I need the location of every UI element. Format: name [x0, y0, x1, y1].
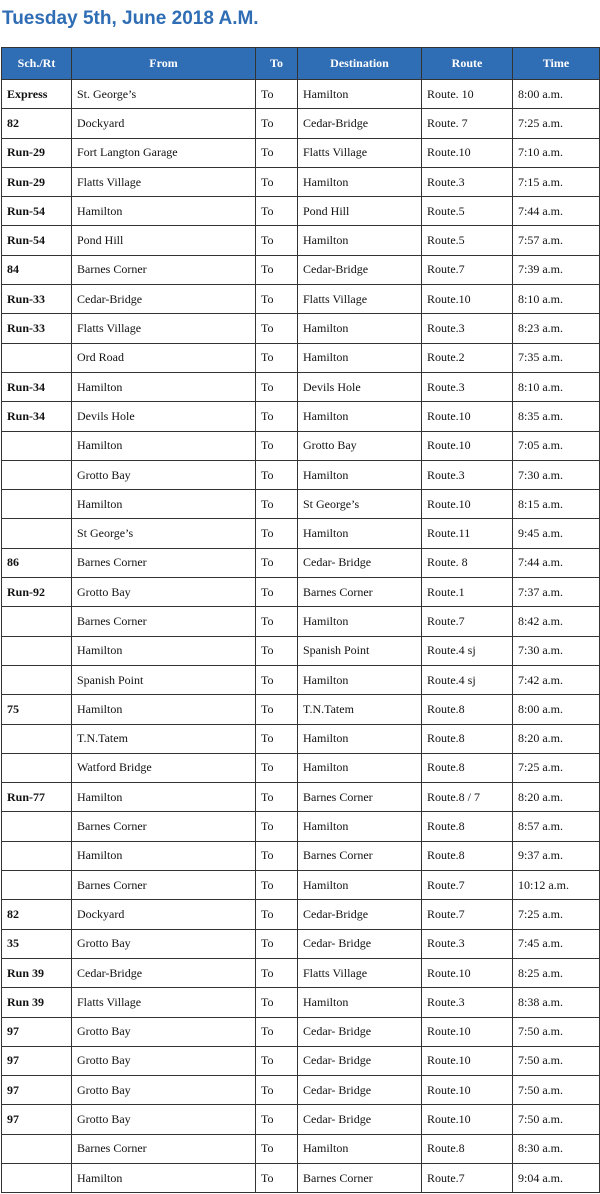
cell-sch-rt: 97 — [2, 1046, 72, 1075]
cell-from: Barnes Corner — [72, 1134, 256, 1163]
cell-sch-rt — [2, 490, 72, 519]
cell-route: Route.2 — [422, 343, 513, 372]
cell-time: 7:15 a.m. — [513, 167, 600, 196]
cell-time: 8:10 a.m. — [513, 285, 600, 314]
table-row — [2, 490, 600, 519]
cell-from: Hamilton — [72, 841, 256, 870]
cell-sch-rt: Run 39 — [2, 958, 72, 987]
cell-from: St. George’s — [72, 80, 256, 109]
cell-sch-rt: Run-54 — [2, 226, 72, 255]
cell-route: Route.3 — [422, 167, 513, 196]
cell-to: To — [256, 490, 298, 519]
cell-from: Hamilton — [72, 431, 256, 460]
cell-route: Route.7 — [422, 871, 513, 900]
cell-destination: Hamilton — [298, 460, 422, 489]
cell-destination: Barnes Corner — [298, 1163, 422, 1192]
cell-from: Dockyard — [72, 900, 256, 929]
cell-time: 8:00 a.m. — [513, 80, 600, 109]
cell-destination: Hamilton — [298, 343, 422, 372]
table-row — [2, 314, 600, 343]
cell-from: Barnes Corner — [72, 812, 256, 841]
cell-destination: Hamilton — [298, 1134, 422, 1163]
table-row — [2, 402, 600, 431]
cell-destination: Cedar-Bridge — [298, 109, 422, 138]
cell-time: 8:30 a.m. — [513, 1134, 600, 1163]
table-row — [2, 1163, 600, 1192]
cell-destination: Cedar-Bridge — [298, 900, 422, 929]
cell-time: 7:50 a.m. — [513, 1017, 600, 1046]
cell-destination: T.N.Tatem — [298, 695, 422, 724]
cell-sch-rt: 84 — [2, 255, 72, 284]
cell-time: 8:57 a.m. — [513, 812, 600, 841]
cell-time: 7:50 a.m. — [513, 1046, 600, 1075]
cell-to: To — [256, 402, 298, 431]
cell-sch-rt: 82 — [2, 900, 72, 929]
cell-route: Route. 10 — [422, 80, 513, 109]
cell-time: 7:37 a.m. — [513, 578, 600, 607]
cell-destination: Hamilton — [298, 314, 422, 343]
cell-route: Route.10 — [422, 1017, 513, 1046]
cell-to: To — [256, 80, 298, 109]
cell-route: Route.8 — [422, 753, 513, 782]
table-row — [2, 548, 600, 577]
cell-sch-rt — [2, 607, 72, 636]
table-row — [2, 285, 600, 314]
cell-to: To — [256, 871, 298, 900]
cell-sch-rt — [2, 343, 72, 372]
cell-time: 7:25 a.m. — [513, 900, 600, 929]
cell-route: Route. 7 — [422, 109, 513, 138]
cell-sch-rt — [2, 636, 72, 665]
cell-destination: Hamilton — [298, 80, 422, 109]
cell-time: 8:35 a.m. — [513, 402, 600, 431]
cell-destination: Cedar- Bridge — [298, 1046, 422, 1075]
cell-from: T.N.Tatem — [72, 724, 256, 753]
cell-time: 7:25 a.m. — [513, 753, 600, 782]
cell-sch-rt: 97 — [2, 1105, 72, 1134]
cell-sch-rt — [2, 871, 72, 900]
cell-time: 7:50 a.m. — [513, 1105, 600, 1134]
cell-from: Devils Hole — [72, 402, 256, 431]
cell-from: Flatts Village — [72, 167, 256, 196]
cell-route: Route.7 — [422, 607, 513, 636]
cell-destination: Barnes Corner — [298, 578, 422, 607]
cell-time: 8:25 a.m. — [513, 958, 600, 987]
cell-time: 8:00 a.m. — [513, 695, 600, 724]
cell-route: Route.5 — [422, 226, 513, 255]
cell-destination: Hamilton — [298, 812, 422, 841]
cell-from: Barnes Corner — [72, 607, 256, 636]
cell-from: Barnes Corner — [72, 548, 256, 577]
cell-route: Route.8 — [422, 724, 513, 753]
cell-destination: Cedar-Bridge — [298, 255, 422, 284]
table-row — [2, 724, 600, 753]
cell-destination: Cedar- Bridge — [298, 548, 422, 577]
cell-time: 7:35 a.m. — [513, 343, 600, 372]
page-title: Tuesday 5th, June 2018 A.M. — [2, 8, 259, 29]
table-row — [2, 958, 600, 987]
cell-route: Route.3 — [422, 460, 513, 489]
cell-time: 7:05 a.m. — [513, 431, 600, 460]
cell-destination: Hamilton — [298, 871, 422, 900]
cell-from: Ord Road — [72, 343, 256, 372]
cell-sch-rt: 35 — [2, 929, 72, 958]
table-row — [2, 167, 600, 196]
cell-to: To — [256, 314, 298, 343]
cell-destination: Hamilton — [298, 167, 422, 196]
cell-sch-rt — [2, 519, 72, 548]
cell-to: To — [256, 578, 298, 607]
cell-time: 7:30 a.m. — [513, 636, 600, 665]
cell-destination: Hamilton — [298, 607, 422, 636]
cell-destination: Flatts Village — [298, 138, 422, 167]
cell-route: Route.3 — [422, 929, 513, 958]
cell-from: Hamilton — [72, 1163, 256, 1192]
table-row — [2, 431, 600, 460]
cell-route: Route.4 sj — [422, 636, 513, 665]
cell-destination: Hamilton — [298, 402, 422, 431]
table-row — [2, 578, 600, 607]
cell-route: Route.10 — [422, 958, 513, 987]
cell-sch-rt: Run-34 — [2, 402, 72, 431]
cell-sch-rt: Run-29 — [2, 167, 72, 196]
cell-time: 7:44 a.m. — [513, 548, 600, 577]
cell-from: Flatts Village — [72, 314, 256, 343]
cell-time: 9:04 a.m. — [513, 1163, 600, 1192]
table-row — [2, 109, 600, 138]
cell-sch-rt: Run-33 — [2, 285, 72, 314]
cell-time: 8:38 a.m. — [513, 988, 600, 1017]
cell-sch-rt — [2, 1163, 72, 1192]
cell-route: Route.11 — [422, 519, 513, 548]
cell-route: Route.7 — [422, 1163, 513, 1192]
cell-to: To — [256, 226, 298, 255]
cell-time: 8:15 a.m. — [513, 490, 600, 519]
cell-destination: Devils Hole — [298, 372, 422, 401]
table-row — [2, 1046, 600, 1075]
cell-to: To — [256, 460, 298, 489]
cell-to: To — [256, 431, 298, 460]
cell-route: Route.10 — [422, 1076, 513, 1105]
cell-from: Grotto Bay — [72, 1105, 256, 1134]
cell-from: Grotto Bay — [72, 1046, 256, 1075]
cell-route: Route.3 — [422, 988, 513, 1017]
cell-sch-rt — [2, 665, 72, 694]
cell-from: Hamilton — [72, 636, 256, 665]
table-row — [2, 255, 600, 284]
cell-to: To — [256, 548, 298, 577]
cell-to: To — [256, 285, 298, 314]
table-row — [2, 1105, 600, 1134]
cell-from: Flatts Village — [72, 988, 256, 1017]
cell-time: 7:57 a.m. — [513, 226, 600, 255]
cell-from: Hamilton — [72, 197, 256, 226]
cell-route: Route.10 — [422, 1105, 513, 1134]
cell-to: To — [256, 372, 298, 401]
table-body — [2, 80, 600, 1193]
cell-from: Grotto Bay — [72, 578, 256, 607]
header-destination: Destination — [298, 48, 422, 80]
header-time: Time — [513, 48, 600, 80]
cell-time: 9:37 a.m. — [513, 841, 600, 870]
table-row — [2, 1134, 600, 1163]
cell-route: Route.10 — [422, 285, 513, 314]
cell-from: Hamilton — [72, 695, 256, 724]
table-row — [2, 871, 600, 900]
cell-destination: Flatts Village — [298, 285, 422, 314]
table-row — [2, 841, 600, 870]
cell-sch-rt: 97 — [2, 1017, 72, 1046]
table-row — [2, 343, 600, 372]
table-row — [2, 226, 600, 255]
cell-route: Route.10 — [422, 431, 513, 460]
cell-destination: Grotto Bay — [298, 431, 422, 460]
cell-time: 7:39 a.m. — [513, 255, 600, 284]
table-row — [2, 812, 600, 841]
cell-sch-rt — [2, 812, 72, 841]
cell-to: To — [256, 519, 298, 548]
header-from: From — [72, 48, 256, 80]
cell-to: To — [256, 109, 298, 138]
cell-from: Grotto Bay — [72, 929, 256, 958]
cell-to: To — [256, 1076, 298, 1105]
cell-from: Cedar-Bridge — [72, 285, 256, 314]
cell-route: Route.8 — [422, 695, 513, 724]
cell-destination: Cedar- Bridge — [298, 1076, 422, 1105]
cell-route: Route.5 — [422, 197, 513, 226]
cell-time: 10:12 a.m. — [513, 871, 600, 900]
cell-to: To — [256, 343, 298, 372]
cell-to: To — [256, 636, 298, 665]
cell-destination: Flatts Village — [298, 958, 422, 987]
cell-destination: Spanish Point — [298, 636, 422, 665]
cell-destination: Hamilton — [298, 988, 422, 1017]
cell-from: Hamilton — [72, 783, 256, 812]
cell-to: To — [256, 929, 298, 958]
cell-sch-rt: Run-33 — [2, 314, 72, 343]
cell-time: 7:30 a.m. — [513, 460, 600, 489]
cell-destination: St George’s — [298, 490, 422, 519]
cell-from: Pond Hill — [72, 226, 256, 255]
cell-to: To — [256, 753, 298, 782]
cell-from: Grotto Bay — [72, 460, 256, 489]
table-row — [2, 519, 600, 548]
cell-time: 8:10 a.m. — [513, 372, 600, 401]
cell-route: Route.8 / 7 — [422, 783, 513, 812]
cell-destination: Hamilton — [298, 226, 422, 255]
cell-route: Route.7 — [422, 255, 513, 284]
cell-time: 8:42 a.m. — [513, 607, 600, 636]
cell-destination: Hamilton — [298, 753, 422, 782]
header-sch-rt: Sch./Rt — [2, 48, 72, 80]
cell-sch-rt: Run-54 — [2, 197, 72, 226]
table-header — [2, 48, 600, 80]
cell-time: 7:44 a.m. — [513, 197, 600, 226]
table-row — [2, 695, 600, 724]
cell-route: Route.8 — [422, 841, 513, 870]
table-row — [2, 138, 600, 167]
cell-to: To — [256, 783, 298, 812]
cell-from: Spanish Point — [72, 665, 256, 694]
table-row — [2, 1017, 600, 1046]
cell-route: Route. 8 — [422, 548, 513, 577]
cell-to: To — [256, 988, 298, 1017]
cell-from: Barnes Corner — [72, 871, 256, 900]
cell-sch-rt: Run-77 — [2, 783, 72, 812]
cell-sch-rt: 82 — [2, 109, 72, 138]
cell-route: Route.10 — [422, 138, 513, 167]
cell-from: Grotto Bay — [72, 1017, 256, 1046]
table-row — [2, 988, 600, 1017]
cell-destination: Cedar- Bridge — [298, 1105, 422, 1134]
cell-from: Watford Bridge — [72, 753, 256, 782]
cell-destination: Barnes Corner — [298, 841, 422, 870]
cell-route: Route.8 — [422, 812, 513, 841]
cell-route: Route.10 — [422, 490, 513, 519]
cell-sch-rt — [2, 460, 72, 489]
cell-from: Grotto Bay — [72, 1076, 256, 1105]
cell-from: Fort Langton Garage — [72, 138, 256, 167]
cell-sch-rt: 75 — [2, 695, 72, 724]
cell-destination: Pond Hill — [298, 197, 422, 226]
cell-destination: Hamilton — [298, 665, 422, 694]
cell-to: To — [256, 1017, 298, 1046]
cell-route: Route.4 sj — [422, 665, 513, 694]
cell-sch-rt — [2, 841, 72, 870]
table-row — [2, 665, 600, 694]
cell-from: Barnes Corner — [72, 255, 256, 284]
table-row — [2, 197, 600, 226]
cell-sch-rt: 86 — [2, 548, 72, 577]
table-row — [2, 460, 600, 489]
cell-sch-rt: 97 — [2, 1076, 72, 1105]
header-row — [2, 48, 600, 80]
cell-to: To — [256, 900, 298, 929]
cell-route: Route.3 — [422, 372, 513, 401]
cell-route: Route.3 — [422, 314, 513, 343]
table-row — [2, 753, 600, 782]
table-row — [2, 372, 600, 401]
cell-from: Cedar-Bridge — [72, 958, 256, 987]
cell-time: 9:45 a.m. — [513, 519, 600, 548]
cell-time: 8:20 a.m. — [513, 783, 600, 812]
cell-sch-rt: Express — [2, 80, 72, 109]
cell-to: To — [256, 255, 298, 284]
table-row — [2, 636, 600, 665]
cell-time: 7:50 a.m. — [513, 1076, 600, 1105]
header-route: Route — [422, 48, 513, 80]
cell-route: Route.10 — [422, 1046, 513, 1075]
table-row — [2, 783, 600, 812]
cell-to: To — [256, 1134, 298, 1163]
cell-sch-rt — [2, 753, 72, 782]
cell-sch-rt: Run-29 — [2, 138, 72, 167]
cell-to: To — [256, 841, 298, 870]
cell-destination: Cedar- Bridge — [298, 1017, 422, 1046]
cell-destination: Barnes Corner — [298, 783, 422, 812]
cell-sch-rt — [2, 431, 72, 460]
cell-from: Hamilton — [72, 490, 256, 519]
cell-destination: Cedar- Bridge — [298, 929, 422, 958]
cell-time: 8:20 a.m. — [513, 724, 600, 753]
table-row — [2, 80, 600, 109]
cell-to: To — [256, 1105, 298, 1134]
cell-destination: Hamilton — [298, 519, 422, 548]
cell-to: To — [256, 1163, 298, 1192]
cell-time: 7:42 a.m. — [513, 665, 600, 694]
header-to: To — [256, 48, 298, 80]
cell-route: Route.1 — [422, 578, 513, 607]
cell-to: To — [256, 812, 298, 841]
cell-to: To — [256, 724, 298, 753]
cell-to: To — [256, 197, 298, 226]
cell-sch-rt — [2, 724, 72, 753]
cell-to: To — [256, 1046, 298, 1075]
cell-time: 7:25 a.m. — [513, 109, 600, 138]
cell-to: To — [256, 167, 298, 196]
cell-sch-rt — [2, 1134, 72, 1163]
cell-from: St George’s — [72, 519, 256, 548]
cell-time: 7:10 a.m. — [513, 138, 600, 167]
table-row — [2, 929, 600, 958]
cell-to: To — [256, 695, 298, 724]
cell-sch-rt: Run 39 — [2, 988, 72, 1017]
cell-sch-rt: Run-34 — [2, 372, 72, 401]
table-row — [2, 607, 600, 636]
schedule-table — [1, 47, 600, 1193]
cell-to: To — [256, 958, 298, 987]
cell-to: To — [256, 138, 298, 167]
cell-to: To — [256, 665, 298, 694]
table-row — [2, 1076, 600, 1105]
cell-sch-rt: Run-92 — [2, 578, 72, 607]
cell-to: To — [256, 607, 298, 636]
cell-time: 7:45 a.m. — [513, 929, 600, 958]
cell-route: Route.7 — [422, 900, 513, 929]
cell-route: Route.10 — [422, 402, 513, 431]
cell-from: Hamilton — [72, 372, 256, 401]
cell-destination: Hamilton — [298, 724, 422, 753]
cell-time: 8:23 a.m. — [513, 314, 600, 343]
table-row — [2, 900, 600, 929]
cell-route: Route.8 — [422, 1134, 513, 1163]
cell-from: Dockyard — [72, 109, 256, 138]
